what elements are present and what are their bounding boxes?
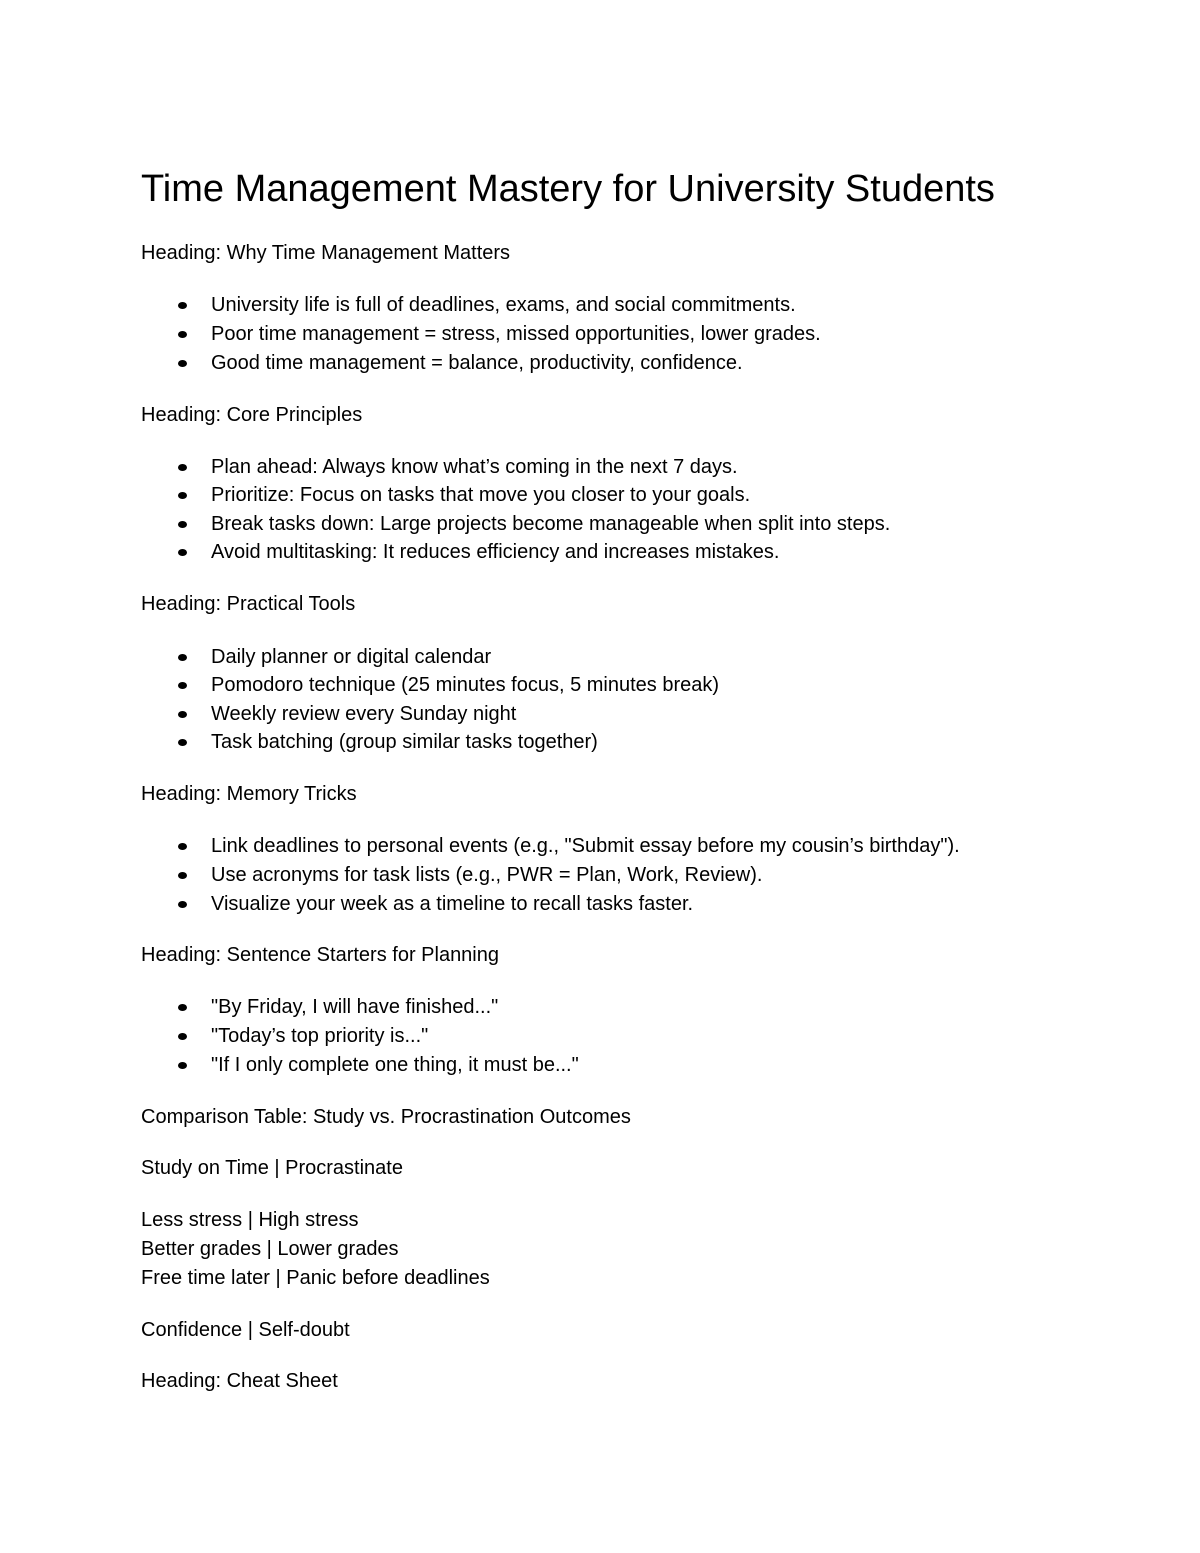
section-heading-core-principles: Heading: Core Principles <box>141 404 363 426</box>
bullet-icon <box>178 711 187 718</box>
list-item: Plan ahead: Always know what’s coming in the next 7 days. <box>211 456 738 478</box>
list-item: Avoid multitasking: It reduces efficiency and increases mistakes. <box>211 541 780 563</box>
document-title: Time Management Mastery for University Students <box>141 168 995 210</box>
bullet-icon <box>178 843 187 850</box>
list-item: Weekly review every Sunday night <box>211 703 517 725</box>
bullet-icon <box>178 549 187 556</box>
section-heading-why-time-management: Heading: Why Time Management Matters <box>141 242 511 264</box>
bullet-icon <box>178 331 187 338</box>
bullet-icon <box>178 1004 187 1011</box>
list-item: Prioritize: Focus on tasks that move you closer to your goals. <box>211 484 751 506</box>
bullet-icon <box>178 1062 187 1069</box>
bullet-icon <box>178 901 187 908</box>
section-heading-memory-tricks: Heading: Memory Tricks <box>141 783 357 805</box>
list-item: Task batching (group similar tasks together) <box>211 731 598 753</box>
comparison-heading: Comparison Table: Study vs. Procrastination Outcomes <box>141 1106 631 1128</box>
list-item: Use acronyms for task lists (e.g., PWR = Plan, Work, Review). <box>211 864 763 886</box>
list-item: "If I only complete one thing, it must be..." <box>211 1054 579 1076</box>
section-heading-sentence-starters: Heading: Sentence Starters for Planning <box>141 944 499 966</box>
comparison-row: Better grades | Lower grades <box>141 1238 399 1260</box>
bullet-icon <box>178 1033 187 1040</box>
list-item: Pomodoro technique (25 minutes focus, 5 minutes break) <box>211 674 720 696</box>
comparison-header-row: Study on Time | Procrastinate <box>141 1157 403 1179</box>
list-item: Good time management = balance, productivity, confidence. <box>211 352 743 374</box>
bullet-icon <box>178 302 187 309</box>
bullet-icon <box>178 654 187 661</box>
comparison-row: Less stress | High stress <box>141 1209 359 1231</box>
bullet-icon <box>178 682 187 689</box>
bullet-icon <box>178 739 187 746</box>
bullet-icon <box>178 464 187 471</box>
list-item: "By Friday, I will have finished..." <box>211 996 499 1018</box>
bullet-icon <box>178 872 187 879</box>
comparison-row: Confidence | Self-doubt <box>141 1319 350 1341</box>
list-item: Break tasks down: Large projects become manageable when split into steps. <box>211 513 891 535</box>
list-item: Daily planner or digital calendar <box>211 646 492 668</box>
list-item: "Today’s top priority is..." <box>211 1025 429 1047</box>
list-item: Poor time management = stress, missed opportunities, lower grades. <box>211 323 821 345</box>
comparison-row: Free time later | Panic before deadlines <box>141 1267 490 1289</box>
bullet-icon <box>178 521 187 528</box>
list-item: Link deadlines to personal events (e.g., "Submit essay before my cousin’s birthday"). <box>211 835 960 857</box>
bullet-icon <box>178 492 187 499</box>
section-heading-practical-tools: Heading: Practical Tools <box>141 593 356 615</box>
list-item: Visualize your week as a timeline to recall tasks faster. <box>211 893 694 915</box>
section-heading-cheat-sheet: Heading: Cheat Sheet <box>141 1370 338 1392</box>
bullet-icon <box>178 360 187 367</box>
list-item: University life is full of deadlines, exams, and social commitments. <box>211 294 796 316</box>
